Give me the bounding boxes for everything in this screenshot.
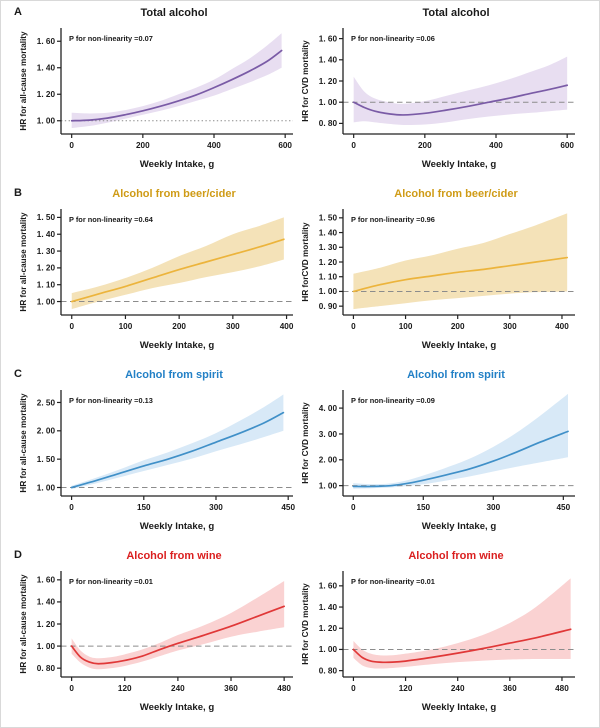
y-axis-label: HR forCVD mortality	[301, 222, 310, 302]
x-tick-label: 400	[279, 322, 294, 331]
y-tick-label: 1. 00	[318, 481, 337, 491]
chart-title: Alcohol from wine	[126, 550, 222, 562]
chart-canvas	[298, 384, 584, 536]
confidence-band	[72, 395, 284, 490]
chart-wine-all-cause	[16, 548, 302, 717]
x-tick-label: 240	[450, 684, 465, 693]
y-tick-label: 0. 80	[318, 119, 337, 129]
y-tick-label: 1. 10	[318, 272, 337, 282]
x-axis-label: Weekly Intake, g	[139, 702, 215, 713]
x-tick-label: 400	[207, 141, 221, 150]
panel-row-b	[1, 182, 599, 363]
x-tick-label: 480	[555, 684, 569, 693]
x-tick-label: 300	[486, 503, 501, 512]
panel-label-b: B	[14, 187, 22, 199]
annotation-pvalue: P for non-linearity =0.06	[351, 34, 435, 43]
y-tick-label: 1. 40	[36, 63, 55, 73]
y-axis-label: HR for all-cause mortality	[19, 574, 28, 674]
chart-title: Total alcohol	[422, 7, 490, 19]
confidence-band	[353, 578, 570, 668]
chart-canvas	[16, 565, 302, 717]
x-tick-label: 360	[224, 684, 238, 693]
x-tick-label: 0	[350, 503, 356, 512]
annotation-pvalue: P for non-linearity =0.01	[69, 577, 153, 586]
chart-total-alcohol-all-cause	[16, 5, 302, 174]
y-tick-label: 2. 00	[318, 455, 337, 465]
panel-label-d: D	[14, 549, 22, 561]
y-tick-label: 1. 20	[318, 257, 337, 267]
y-tick-label: 1. 00	[318, 98, 337, 107]
y-tick-label: 1. 60	[36, 575, 55, 585]
x-axis-label: Weekly Intake, g	[421, 702, 497, 713]
x-tick-label: 600	[278, 141, 293, 150]
y-tick-label: 1. 40	[36, 597, 55, 607]
chart-beer-cider-all-cause	[16, 186, 302, 355]
y-axis-label: HR for CVD mortality	[301, 583, 310, 665]
x-tick-label: 100	[118, 322, 133, 331]
x-tick-label: 450	[281, 503, 296, 512]
y-tick-label: 1. 00	[318, 645, 337, 655]
panel-label-c: C	[14, 368, 22, 380]
x-tick-label: 360	[502, 684, 517, 693]
panel-d-charts	[1, 544, 599, 717]
chart-spirit-cvd	[298, 367, 584, 536]
panel-row-a	[1, 1, 599, 182]
annotation-pvalue: P for non-linearity =0.96	[351, 215, 435, 224]
y-tick-label: 1. 20	[36, 619, 55, 629]
y-tick-label: 1. 30	[36, 246, 55, 256]
confidence-band	[72, 217, 284, 309]
y-tick-label: 1. 20	[36, 90, 55, 100]
y-tick-label: 1. 60	[318, 581, 337, 591]
x-tick-label: 0	[351, 322, 356, 331]
panel-label-a: A	[14, 6, 22, 18]
x-tick-label: 450	[556, 503, 571, 512]
chart-wine-cvd	[298, 548, 584, 717]
x-tick-label: 200	[418, 141, 432, 150]
x-tick-label: 120	[117, 684, 132, 693]
y-tick-label: 1. 00	[36, 297, 55, 307]
y-tick-label: 1. 20	[36, 263, 55, 273]
chart-canvas	[16, 384, 302, 536]
y-axis-label: HR for all-cause mortality	[19, 393, 28, 493]
y-axis-label: HR for CVD mortality	[301, 40, 310, 122]
chart-title: Alcohol from beer/cider	[394, 188, 518, 200]
annotation-pvalue: P for non-linearity =0.01	[351, 577, 435, 586]
chart-title: Alcohol from spirit	[407, 369, 505, 381]
x-tick-label: 400	[555, 322, 569, 331]
chart-beer-cider-cvd	[298, 186, 584, 355]
confidence-band	[72, 581, 285, 669]
x-tick-label: 300	[226, 322, 240, 331]
x-tick-label: 240	[171, 684, 185, 693]
x-tick-label: 100	[398, 322, 413, 331]
x-tick-label: 0	[69, 322, 75, 331]
x-tick-label: 400	[489, 141, 503, 150]
annotation-pvalue: P for non-linearity =0.07	[69, 34, 153, 43]
y-tick-label: 1. 50	[318, 213, 337, 223]
y-tick-label: 0. 80	[318, 666, 337, 676]
x-tick-label: 200	[172, 322, 186, 331]
confidence-band	[354, 57, 568, 125]
y-tick-label: 4. 00	[318, 403, 337, 413]
x-tick-label: 300	[209, 503, 223, 512]
x-axis-label: Weekly Intake, g	[139, 159, 215, 170]
chart-spirit-all-cause	[16, 367, 302, 536]
chart-canvas	[298, 565, 584, 717]
y-tick-label: 3. 00	[318, 429, 337, 439]
y-tick-label: 1. 20	[318, 624, 337, 634]
chart-title: Alcohol from spirit	[125, 369, 223, 381]
y-tick-label: 1. 00	[36, 116, 55, 126]
confidence-band	[72, 33, 282, 128]
y-tick-label: 1. 60	[36, 37, 55, 47]
y-tick-label: 1. 40	[318, 228, 337, 238]
x-tick-label: 0	[69, 141, 74, 150]
x-tick-label: 0	[69, 684, 74, 693]
y-tick-label: 1. 00	[36, 641, 55, 651]
y-tick-label: 1. 50	[36, 213, 55, 223]
y-tick-label: 1. 20	[318, 76, 337, 86]
chart-canvas	[298, 203, 584, 355]
panel-row-d	[1, 544, 599, 725]
annotation-pvalue: P for non-linearity =0.09	[351, 396, 435, 405]
y-axis-label: HR for all-cause mortality	[19, 31, 28, 131]
y-tick-label: 1. 00	[36, 483, 55, 493]
x-axis-label: Weekly Intake, g	[421, 159, 497, 170]
x-axis-label: Weekly Intake, g	[139, 521, 215, 532]
panel-b-charts	[1, 182, 599, 355]
x-tick-label: 150	[416, 503, 431, 512]
x-tick-label: 150	[136, 503, 151, 512]
x-tick-label: 0	[351, 684, 356, 693]
x-tick-label: 0	[69, 503, 74, 512]
y-tick-label: 0. 80	[36, 663, 55, 673]
chart-title: Total alcohol	[140, 7, 208, 19]
x-tick-label: 120	[398, 684, 413, 693]
y-tick-label: 1. 40	[36, 230, 55, 240]
y-tick-label: 1. 40	[318, 55, 337, 65]
chart-canvas	[298, 22, 584, 174]
y-tick-label: 1. 00	[318, 287, 337, 297]
x-tick-label: 480	[277, 684, 291, 693]
confidence-band	[353, 394, 568, 489]
y-tick-label: 1. 60	[318, 34, 337, 44]
panel-c-charts	[1, 363, 599, 536]
x-axis-label: Weekly Intake, g	[421, 521, 497, 532]
y-axis-label: HR for CVD mortality	[301, 402, 310, 484]
y-axis-label: HR for all-cause mortality	[19, 212, 28, 312]
x-tick-label: 600	[560, 141, 575, 150]
hr-line	[72, 239, 284, 301]
chart-title: Alcohol from beer/cider	[112, 188, 236, 200]
x-tick-label: 0	[351, 141, 356, 150]
annotation-pvalue: P for non-linearity =0.64	[69, 215, 153, 224]
annotation-pvalue: P for non-linearity =0.13	[69, 396, 153, 405]
x-axis-label: Weekly Intake, g	[139, 340, 215, 351]
x-tick-label: 300	[502, 322, 517, 331]
x-tick-label: 200	[136, 141, 150, 150]
y-tick-label: 1. 40	[318, 602, 337, 612]
chart-total-alcohol-cvd	[298, 5, 584, 174]
panel-a-charts	[1, 1, 599, 174]
y-tick-label: 1. 10	[36, 280, 55, 290]
y-tick-label: 2. 50	[36, 398, 55, 408]
x-tick-label: 200	[450, 322, 465, 331]
chart-canvas	[16, 22, 302, 174]
y-tick-label: 1. 30	[318, 243, 337, 253]
y-tick-label: 2. 00	[36, 426, 55, 436]
y-tick-label: 0. 90	[318, 301, 337, 311]
chart-canvas	[16, 203, 302, 355]
panel-row-c	[1, 363, 599, 544]
x-axis-label: Weekly Intake, g	[421, 340, 497, 351]
y-tick-label: 1. 50	[36, 454, 55, 464]
chart-title: Alcohol from wine	[408, 550, 504, 562]
